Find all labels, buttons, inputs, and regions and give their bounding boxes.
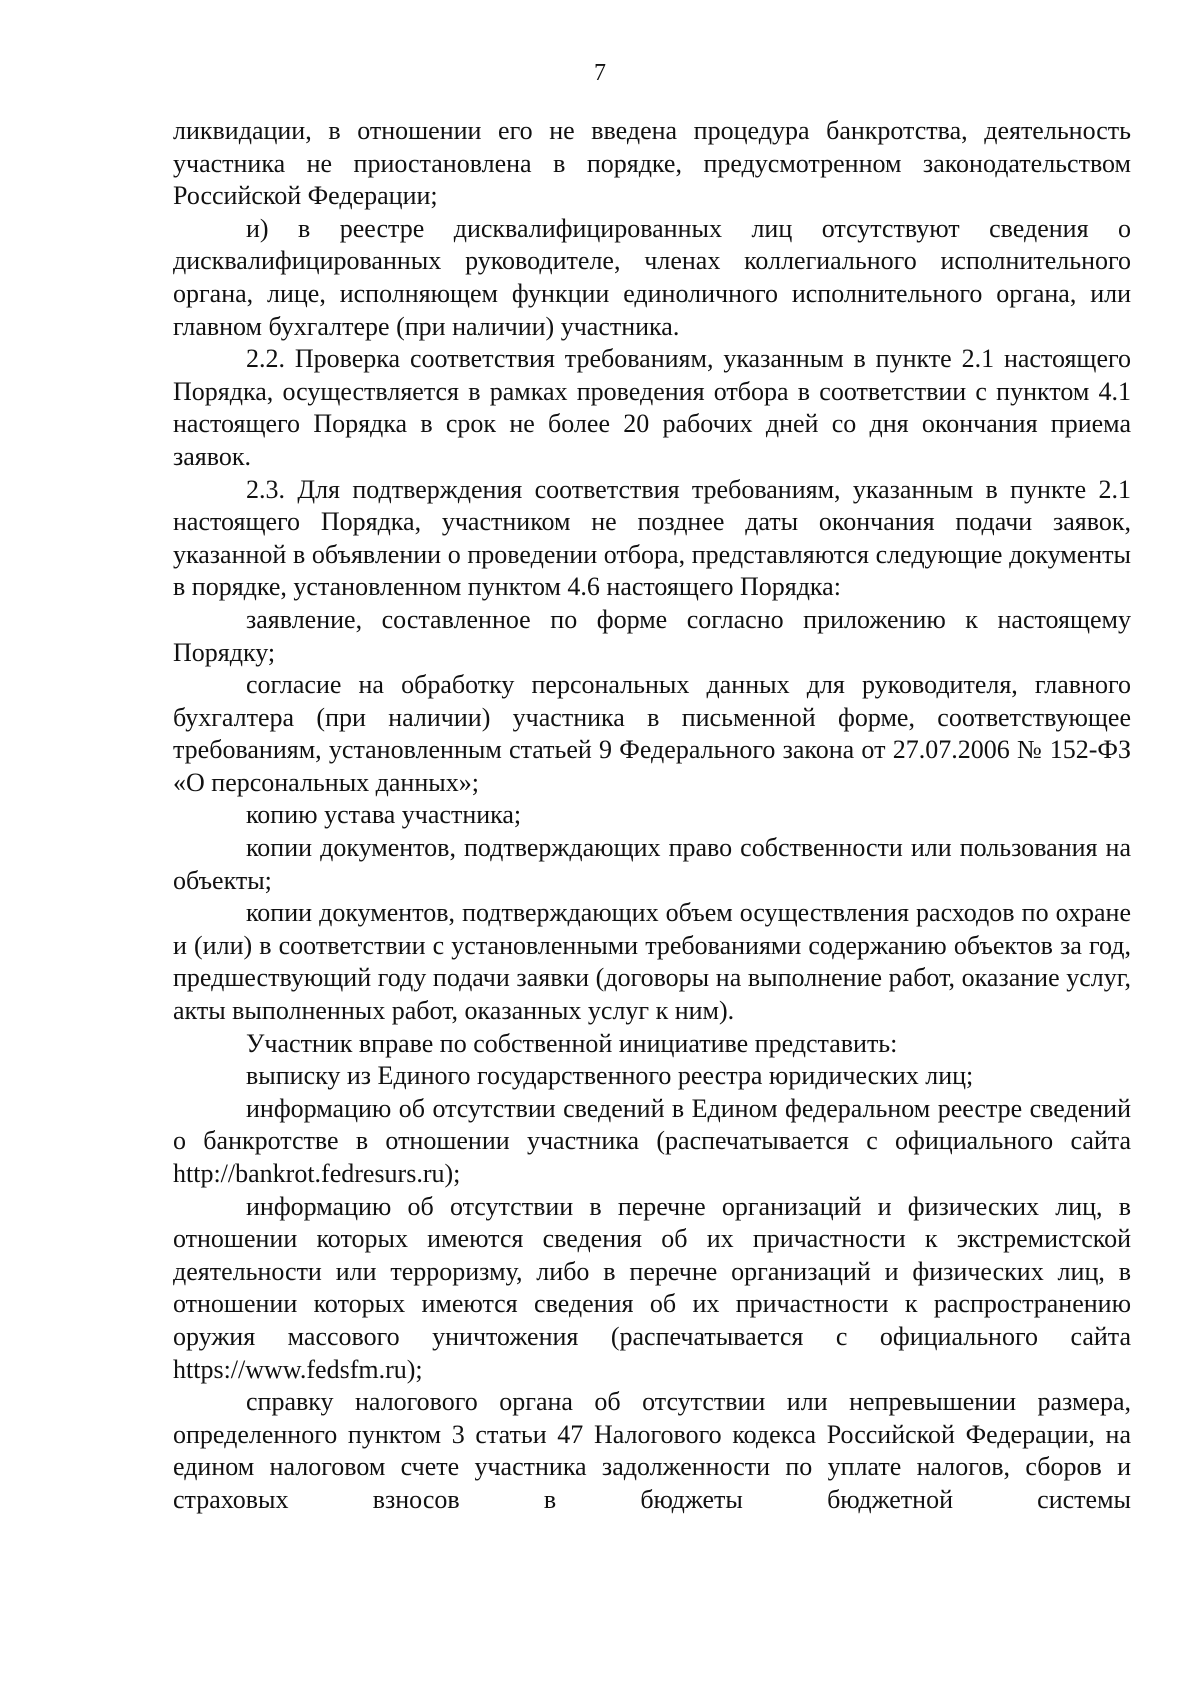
- paragraph-extremism-info: информацию об отсутствии в перечне организаций и физических лиц, в отношении которых имеются сведения об их причастности к экстремистской деятельности или терроризму, либо в перечне организаций и физических лиц, в отношении которых имеются сведения об их причастности к распространению оружия массового уничтожения (распечатывается с официального сайта https://www.fedsfm.ru);: [173, 1191, 1131, 1384]
- paragraph-continuation: ликвидации, в отношении его не введена процедура банкротства, деятельность участника не приостановлена в порядке, предусмотренном законодательством Российской Федерации;: [173, 116, 1131, 211]
- paragraph-optional-intro: Участник вправе по собственной инициативе представить:: [246, 1028, 898, 1058]
- paragraph-application: заявление, составленное по форме согласно приложению к настоящему Порядку;: [173, 604, 1131, 667]
- paragraph-2-2: 2.2. Проверка соответствия требованиям, указанным в пункте 2.1 настоящего Порядка, осуществляется в рамках проведения отбора в соответствии с пунктом 4.1 настоящего Порядка в срок не более 20 рабочих дней со дня окончания приема заявок.: [173, 344, 1131, 471]
- paragraph-egrul-extract: выписку из Единого государственного реестра юридических лиц;: [246, 1061, 974, 1091]
- document-body: [173, 115, 1131, 1517]
- paragraph-item-i: и) в реестре дисквалифицированных лиц отсутствуют сведения о дисквалифицированных руководителе, членах коллегиального исполнительного органа, лице, исполняющем функции единоличного исполнительного органа, или главном бухгалтере (при наличии) участника.: [173, 213, 1131, 341]
- paragraph-expense-docs: копии документов, подтверждающих объем осуществления расходов по охране и (или) в соответствии с установленными требованиями содержанию объектов за год, предшествующий году подачи заявки (договоры на выполнение работ, оказание услуг, акты выполненных работ, оказанных услуг к ним).: [173, 898, 1131, 1026]
- paragraph-tax-certificate: справку налогового органа об отсутствии или непревышении размера, определенного пунктом 3 статьи 47 Налогового кодекса Российской Федерации, на едином налоговом счете участника задолженности по уплате налогов, сборов и страховых взносов в бюджеты бюджетной системы: [173, 1387, 1131, 1514]
- paragraph-charter-copy: копию устава участника;: [246, 800, 522, 830]
- page-number: 7: [594, 60, 606, 86]
- paragraph-2-3: 2.3. Для подтверждения соответствия требованиям, указанным в пункте 2.1 настоящего Порядка, участником не позднее даты окончания подачи заявок, указанной в объявлении о проведении отбора, представляются следующие документы в порядке, установленном пунктом 4.6 настоящего Порядка:: [173, 474, 1131, 602]
- paragraph-ownership-docs: копии документов, подтверждающих право собственности или пользования на объекты;: [173, 833, 1131, 895]
- paragraph-consent: согласие на обработку персональных данных для руководителя, главного бухгалтера (при наличии) участника в письменной форме, соответствующее требованиям, установленным статьей 9 Федерального закона от 27.07.2006 № 152-ФЗ «О персональных данных»;: [173, 670, 1131, 797]
- paragraph-bankruptcy-info: информацию об отсутствии сведений в Едином федеральном реестре сведений о банкротстве в отношении участника (распечатывается с официального сайта http://bankrot.fedresurs.ru);: [173, 1093, 1131, 1188]
